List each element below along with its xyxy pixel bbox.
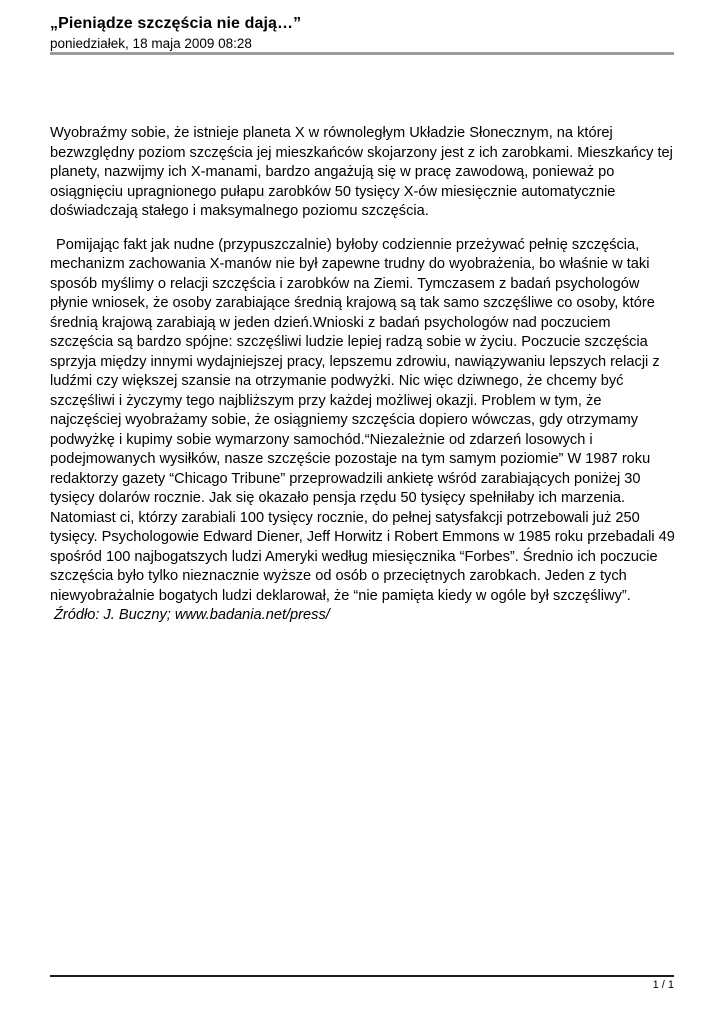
page-number: 1 / 1 [652,979,674,991]
document-header [50,14,675,52]
article-title: „Pieniądze szczęścia nie dają…” [50,15,302,32]
article-date: poniedziałek, 18 maja 2009 08:28 [50,36,252,51]
article-body [50,124,676,626]
paragraph: Pomijając fakt jak nudne (przypuszczalnie) byłoby codziennie przeżywać pełnię szczęścia, mechanizm zachowania X-manów nie był zapewne trudny do wyobrażenia, bo właśnie w taki sposób myślimy o relacji szczęścia i zarobków na Ziemi. Tymczasem z badań psychologów płynie wniosek, że osoby zarabiające średnią krajową są tak samo szczęśliwe co osoby, które średnią krajową zarabiają w jeden dzień.Wnioski z badań psychologów nad poczuciem szczęścia są bardzo spójne: szczęśliwi ludzie lepiej radzą sobie w życiu. Poczucie szczęścia sprzyja między innymi wydajniejszej pracy, lepszemu zdrowiu, nawiązywaniu lepszych relacji z ludźmi czy większej szansie na otrzymanie podwyżki. Nic więc dziwnego, że chcemy być szczęśliwi i życzymy tego najbliższym przy każdej możliwej okazji. Problem w tym, że najczęściej wyobrażamy sobie, że osiągniemy szczęścia dopiero wówczas, gdy otrzymamy podwyżkę i kupimy sobie wymarzony samochód.“Niezależnie od zdarzeń losowych i podejmowanych wysiłków, nasze szczęście pozostaje na tym samym poziomie” W 1987 roku redaktorzy gazety “Chicago Tribune” przeprowadzili ankietę wśród zarabiających poniżej 30 tysięcy dolarów rocznie. Jak się okazało pensja rzędu 50 tysięcy spełniłaby ich marzenia. Natomiast ci, którzy zarabiali 100 tysięcy rocznie, do pełnej satysfakcji potrzebowali już 250 tysięcy. Psychologowie Edward Diener, Jeff Horwitz i Robert Emmons w 1985 roku przebadali 49 spośród 100 najbogatszych ludzi Ameryki według miesięcznika “Forbes”. Średnio ich poczucie szczęścia było tylko nieznacznie wyższe od osób o przeciętnych zarobkach. Jeden z tych niewyobrażalnie bogatych ludzi deklarował, że “nie pamięta kiedy w ogóle był szczęśliwy”. [50,236,675,604]
header-divider [50,52,674,55]
paragraph: Wyobraźmy sobie, że istnieje planeta X w równoległym Układzie Słonecznym, na której bezwzględny poziom szczęścia jej mieszkańców skojarzony jest z ich zarobkami. Mieszkańcy tej planety, nazwijmy ich X-manami, bardzo angażują się w pracę zawodową, ponieważ po osiągnięciu upragnionego pułapu zarobków 50 tysięcy X-ów miesięcznie automatycznie doświadczają stałego i maksymalnego poziomu szczęścia. [50,125,673,219]
source-line: Źródło: J. Buczny; www.badania.net/press/ [54,607,330,623]
footer-divider [50,975,674,977]
